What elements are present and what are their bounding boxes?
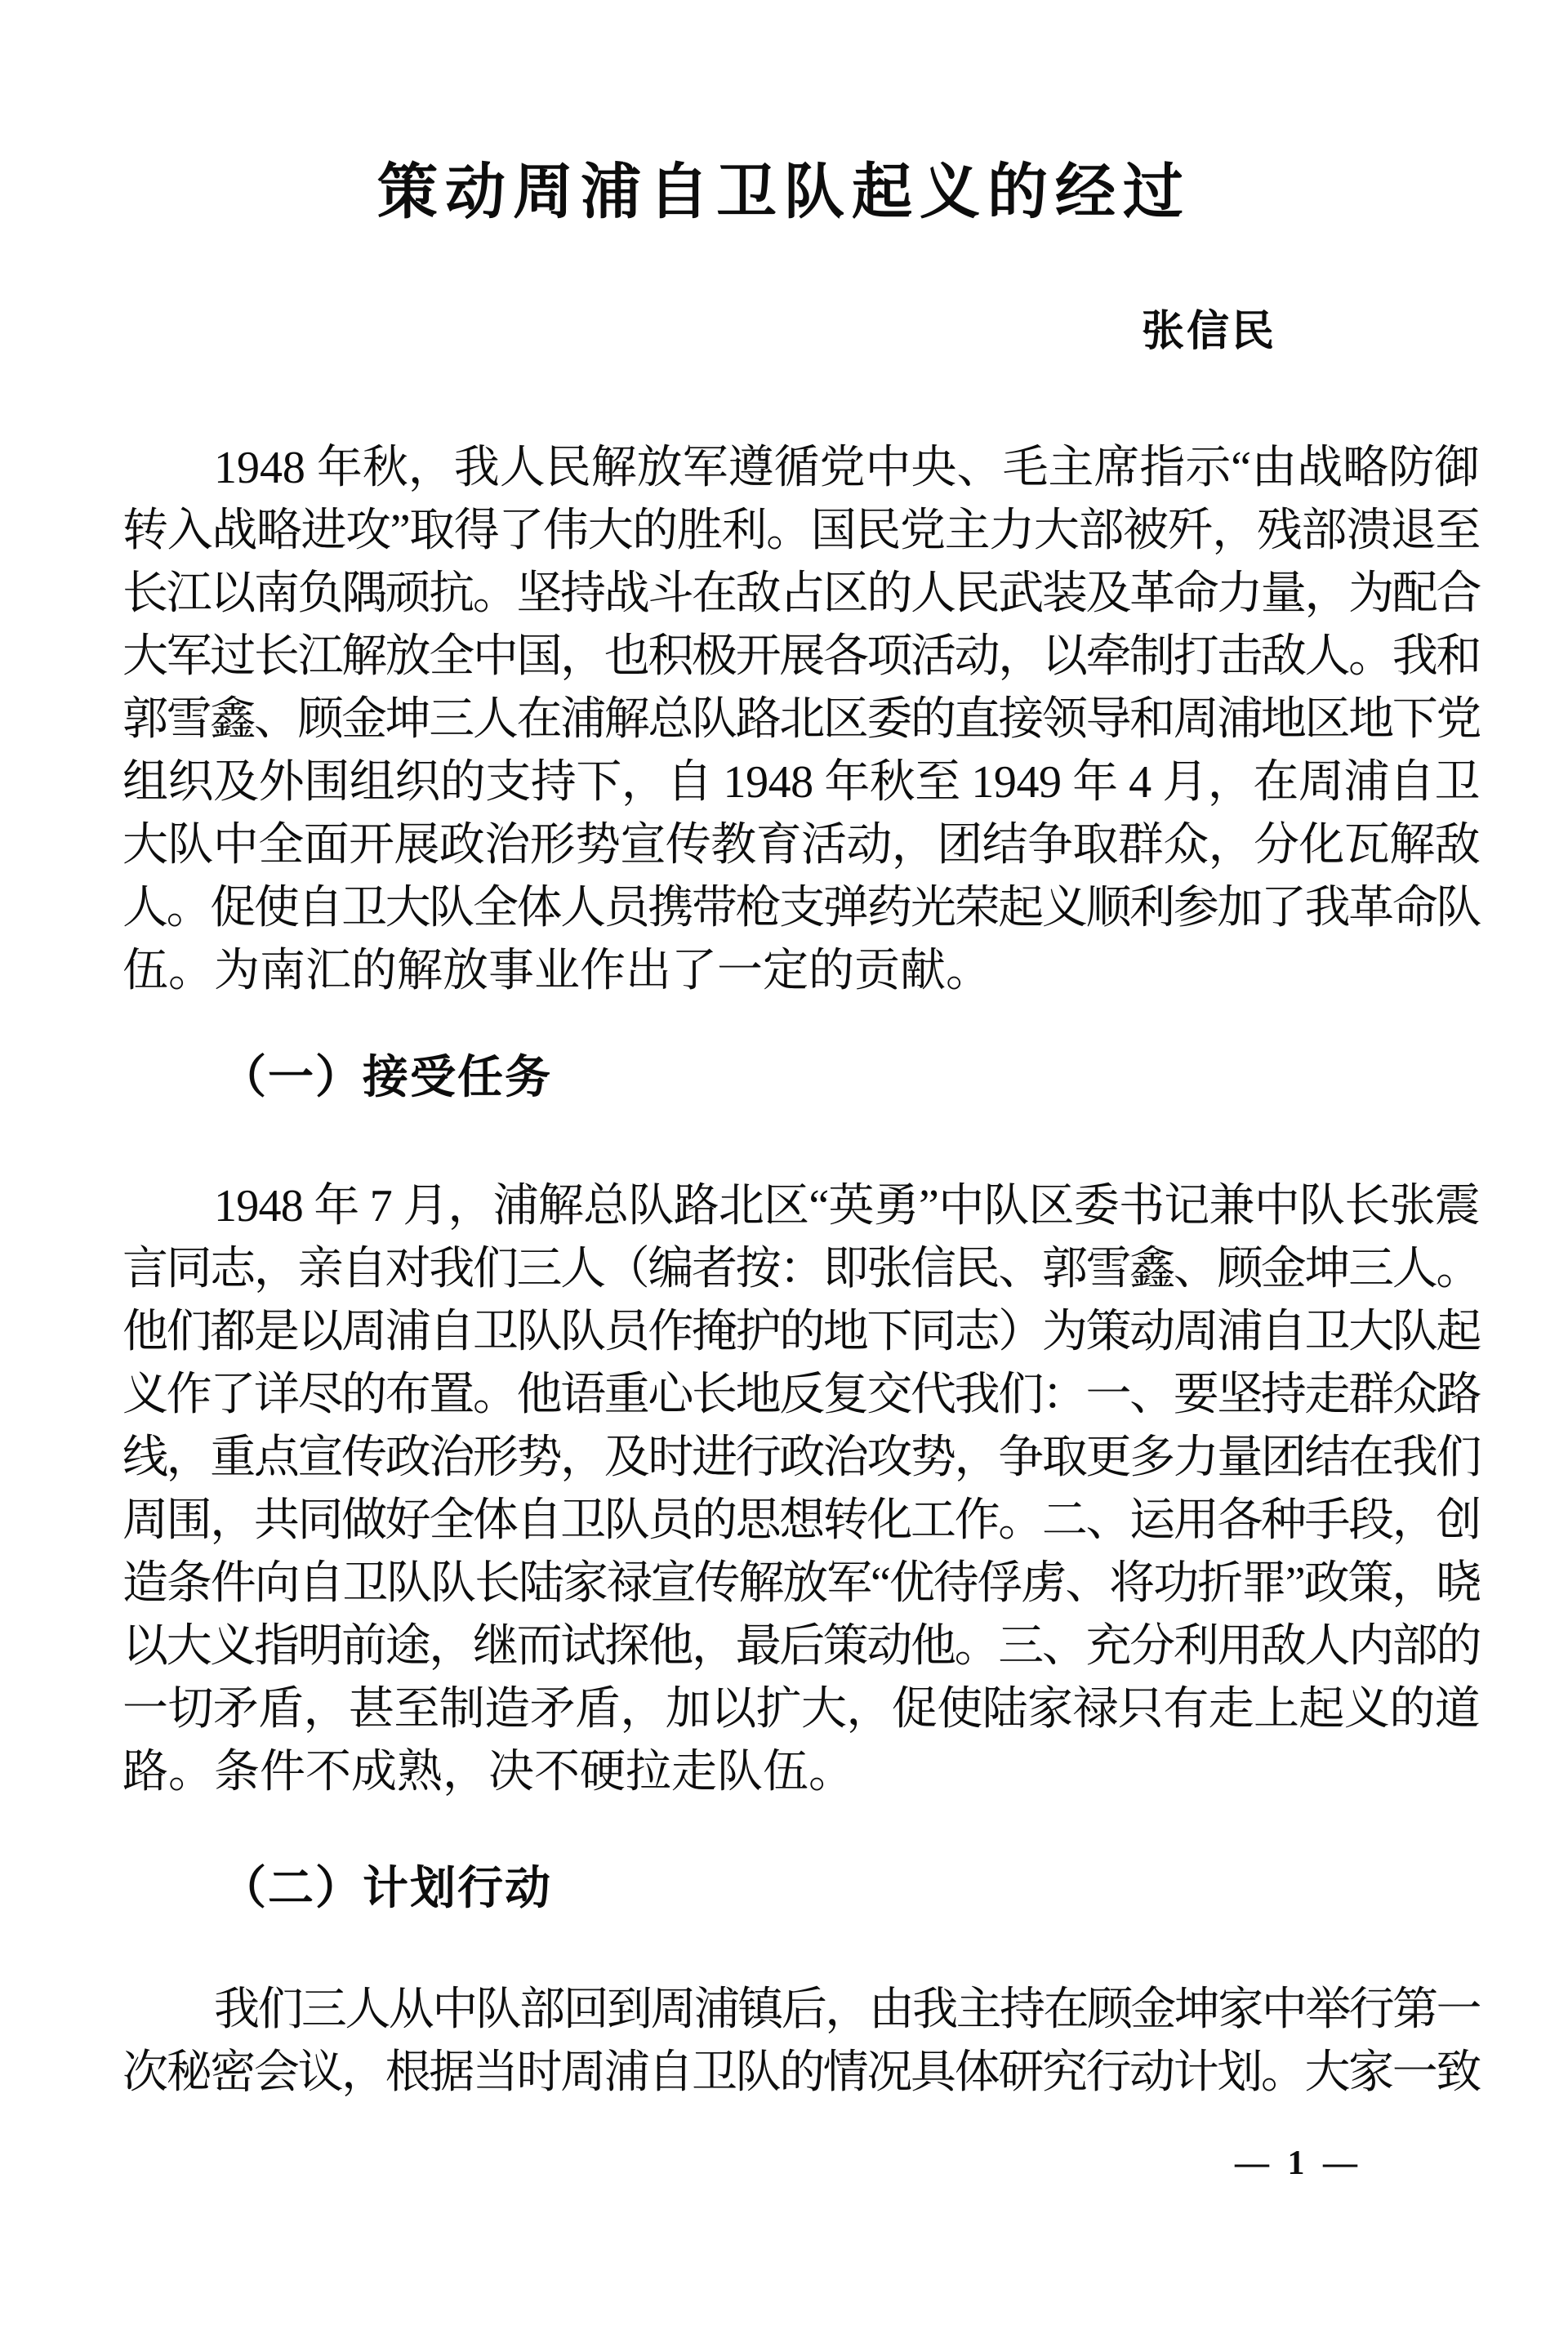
text-line: 郭雪鑫、顾金坤三人在浦解总队路北区委的直接领导和周浦地区地下党 xyxy=(122,694,1481,745)
text-line: 人。促使自卫大队全体人员携带枪支弹药光荣起义顺利参加了我革命队 xyxy=(122,883,1481,933)
text-line: 长江以南负隅顽抗。坚持战斗在敌占区的人民武装及革命力量，为配合 xyxy=(122,568,1481,619)
text-line: 路。条件不成熟，决不硬拉走队伍。 xyxy=(122,1747,854,1797)
section-1-paragraph xyxy=(122,1175,1480,1804)
text-line: 言同志，亲自对我们三人（编者按：即张信民、郭雪鑫、顾金坤三人。 xyxy=(122,1244,1481,1294)
section-heading-1: （一）接受任务 xyxy=(220,1053,552,1103)
text-line: 造条件向自卫队队长陆家禄宣传解放军“优待俘虏、将功折罪”政策，晓 xyxy=(122,1558,1480,1609)
section-2-paragraph xyxy=(122,1979,1480,2105)
author-name: 张信民 xyxy=(1142,309,1277,355)
text-line: 一切矛盾，甚至制造矛盾，加以扩大，促使陆家禄只有走上起义的道 xyxy=(122,1684,1481,1735)
text-line: 我们三人从中队部回到周浦镇后，由我主持在顾金坤家中举行第一 xyxy=(214,1984,1481,2035)
document-title: 策动周浦自卫队起义的经过 xyxy=(377,159,1191,226)
text-line: 大队中全面开展政治形势宣传教育活动，团结争取群众，分化瓦解敌 xyxy=(122,820,1481,871)
text-line: 1948 年秋，我人民解放军遵循党中央、毛主席指示“由战略防御 xyxy=(214,443,1480,493)
text-line: 义作了详尽的布置。他语重心长地反复交代我们：一、要坚持走群众路 xyxy=(122,1370,1481,1420)
intro-paragraph xyxy=(122,437,1480,1003)
text-line: 线，重点宣传政治形势，及时进行政治攻势，争取更多力量团结在我们 xyxy=(122,1432,1481,1483)
section-heading-2: （二）计划行动 xyxy=(220,1864,552,1914)
text-line: 次秘密会议，根据当时周浦自卫队的情况具体研究行动计划。大家一致 xyxy=(122,2047,1481,2098)
text-line: 伍。为南汇的解放事业作出了一定的贡献。 xyxy=(122,946,991,996)
text-line: 周围，共同做好全体自卫队员的思想转化工作。二、运用各种手段，创 xyxy=(122,1495,1481,1546)
text-line: 1948 年 7 月，浦解总队路北区“英勇”中队区委书记兼中队长张震 xyxy=(214,1181,1480,1232)
text-line: 转入战略进攻”取得了伟大的胜利。国民党主力大部被歼，残部溃退至 xyxy=(122,506,1480,556)
text-line: 以大义指明前途，继而试探他，最后策动他。三、充分利用敌人内部的 xyxy=(122,1621,1481,1672)
text-line: 大军过长江解放全中国，也积极开展各项活动，以牵制打击敌人。我和 xyxy=(122,631,1481,682)
text-line: 组织及外围组织的支持下，自 1948 年秋至 1949 年 4 月，在周浦自卫 xyxy=(122,757,1481,808)
text-line: 他们都是以周浦自卫队队员作掩护的地下同志）为策动周浦自卫大队起 xyxy=(122,1307,1481,1357)
page-number: — 1 — xyxy=(1235,2145,1362,2182)
